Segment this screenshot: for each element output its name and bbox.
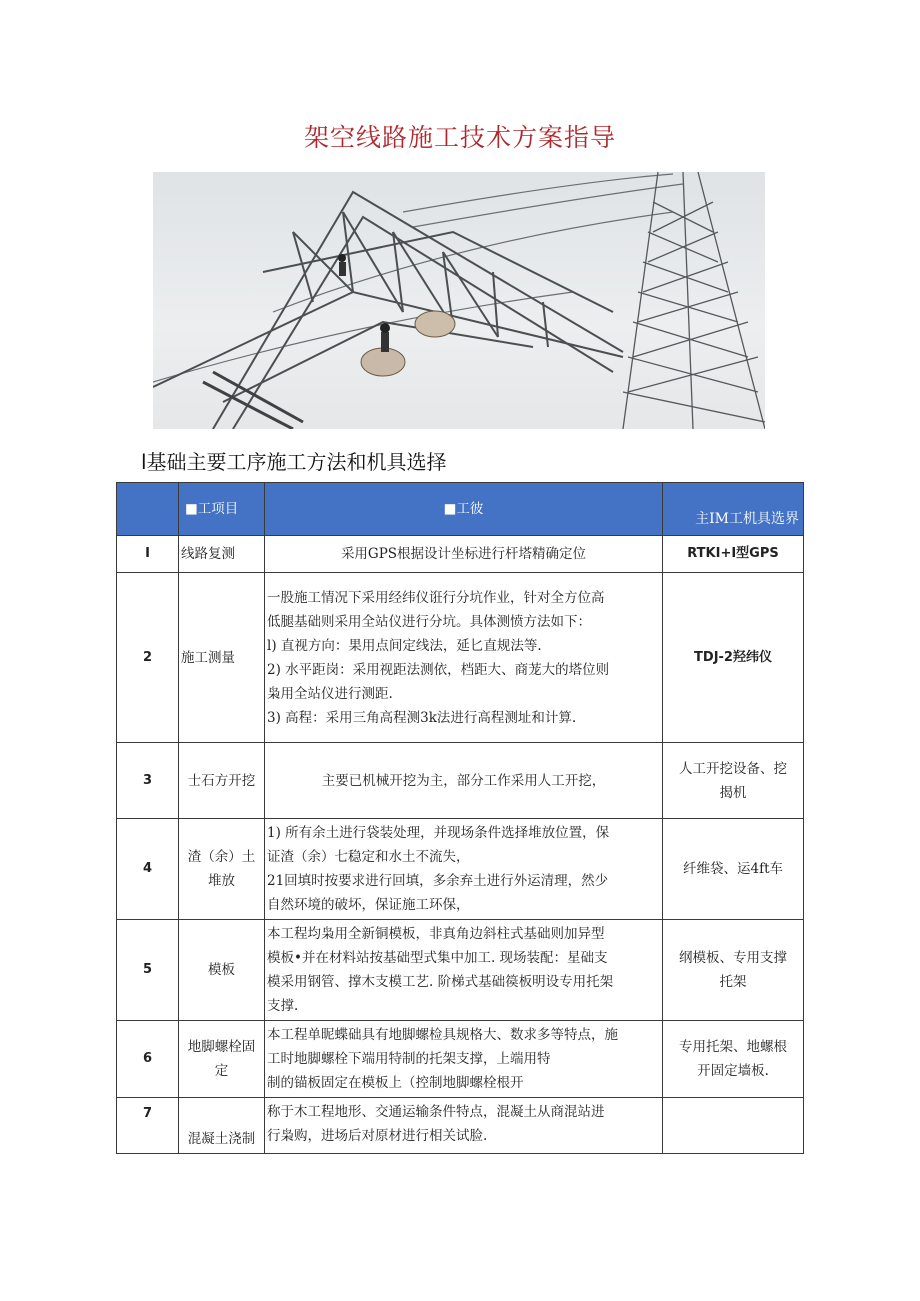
header-no [117, 483, 179, 536]
row-tool: TDJ-2羟纬仪 [663, 573, 804, 743]
header-item: ■工项目 [179, 483, 265, 536]
table-row [117, 536, 804, 573]
row-item [179, 819, 265, 920]
row-tool [663, 1098, 804, 1154]
method-line: l) 直视方向：果用点间定线法，延匕直规法等. [267, 637, 542, 654]
row-number: 5 [117, 920, 179, 1021]
tool-line: 揭机 [719, 784, 747, 801]
row-number: 6 [117, 1021, 179, 1098]
method-line: 行枭购，进场后对原材进行相关试脸. [267, 1128, 488, 1144]
method-line: 本工程单昵蝶础具有地脚螺检具规格大、数求多等特点，施 [267, 1027, 618, 1043]
row-item: 施工测量 [179, 573, 265, 743]
tool-line: 人工开挖设备、挖 [679, 760, 787, 777]
row-number: 2 [117, 573, 179, 743]
item-line: 堆放 [208, 873, 235, 889]
table-row [117, 743, 804, 819]
row-method [265, 819, 663, 920]
table-row [117, 920, 804, 1021]
row-method: 主要已机械开挖为主，部分工作采用人工开挖， [265, 743, 663, 819]
row-item: 士石方开挖 [179, 743, 265, 819]
method-line: 枭用全站仪进行测距. [267, 685, 393, 702]
row-method [265, 1021, 663, 1098]
item-line: 定 [214, 1063, 229, 1079]
row-item [179, 1021, 265, 1098]
method-line: 21回填时按要求进行回填，多余弃土进行外运清理，然少 [267, 873, 609, 889]
method-line: 模采用钢管、撑木支模工艺. 阶梯式基础篌板明设专用托架 [267, 974, 614, 990]
item-line: 地脚螺栓固 [187, 1039, 256, 1055]
page-title: 架空线路施工技术方案指导 [303, 123, 616, 152]
row-item: 混凝土浇制 [179, 1098, 265, 1154]
row-method [265, 920, 663, 1021]
row-number: 3 [117, 743, 179, 819]
table-row [117, 573, 804, 743]
row-tool: RTKI+I型GPS [663, 536, 804, 573]
row-item: 模板 [179, 920, 265, 1021]
method-line: 一股施工情况下采用经纬仪诳行分坑作业，针对全方位高 [267, 589, 605, 606]
row-method [265, 1098, 663, 1154]
method-line: 支撑. [267, 998, 299, 1014]
tower-photo [153, 172, 765, 429]
method-line: 自然环境的破坏，保证施工环保， [267, 897, 470, 913]
method-line: 模板•并在材料站按基础型式集中加工. 现场装配：星础支 [267, 950, 608, 966]
row-tool [663, 743, 804, 819]
header-tool: 主IM工机具选界 [663, 483, 804, 536]
table-header-row [117, 483, 804, 536]
tool-line: 托架 [719, 974, 747, 990]
method-line: 称于木工程地形、交通运输条件特点，混凝土从商混站进 [267, 1104, 605, 1120]
method-line: 1) 所有余土进行袋装处理，并现场条件选择堆放位置，保 [267, 825, 610, 841]
row-tool [663, 920, 804, 1021]
row-tool: 纤维袋、运4ft车 [663, 819, 804, 920]
method-line: 工时地脚螺栓下端用特制的托架支撑，上端用特 [267, 1051, 551, 1067]
row-tool [663, 1021, 804, 1098]
method-line: 证渣（余）七稳定和水土不流失， [267, 849, 470, 865]
item-line: 渣（余）土 [187, 849, 256, 865]
tool-line: 专用托架、地螺根 [679, 1039, 787, 1055]
tool-line: 开固定墙板. [697, 1063, 769, 1079]
method-line: 3) 高程：采用三角高程测3k法进行高程测址和计算. [267, 709, 577, 726]
row-number: I [117, 536, 179, 573]
row-method: 采用GPS根据设计坐标进行杆塔精确定位 [265, 536, 663, 573]
row-number: 4 [117, 819, 179, 920]
table-row [117, 1098, 804, 1154]
row-method [265, 573, 663, 743]
table-row [117, 819, 804, 920]
tower-illustration [153, 172, 765, 429]
section-heading: l基础主要工序施工方法和机具选择 [141, 450, 447, 474]
row-number: 7 [117, 1098, 179, 1154]
tool-line: 纲模板、专用支撑 [679, 950, 787, 966]
construction-methods-table [116, 482, 804, 1154]
method-line: 2) 水平距岗：采用视距法测依，档距大、商茏大的塔位则 [267, 661, 610, 678]
header-method: ■工彼 [265, 483, 663, 536]
table-row [117, 1021, 804, 1098]
method-line: 制的锚板固定在模板上（控制地脚螺栓根开 [267, 1075, 524, 1091]
method-line: 本工程均枭用全新铜模板，非真角边斜柱式基础则加异型 [267, 926, 605, 942]
method-line: 低腿基础则采用全站仪进行分坑。具体测愤方法如下： [267, 613, 591, 630]
row-item: 线路复测 [179, 536, 265, 573]
